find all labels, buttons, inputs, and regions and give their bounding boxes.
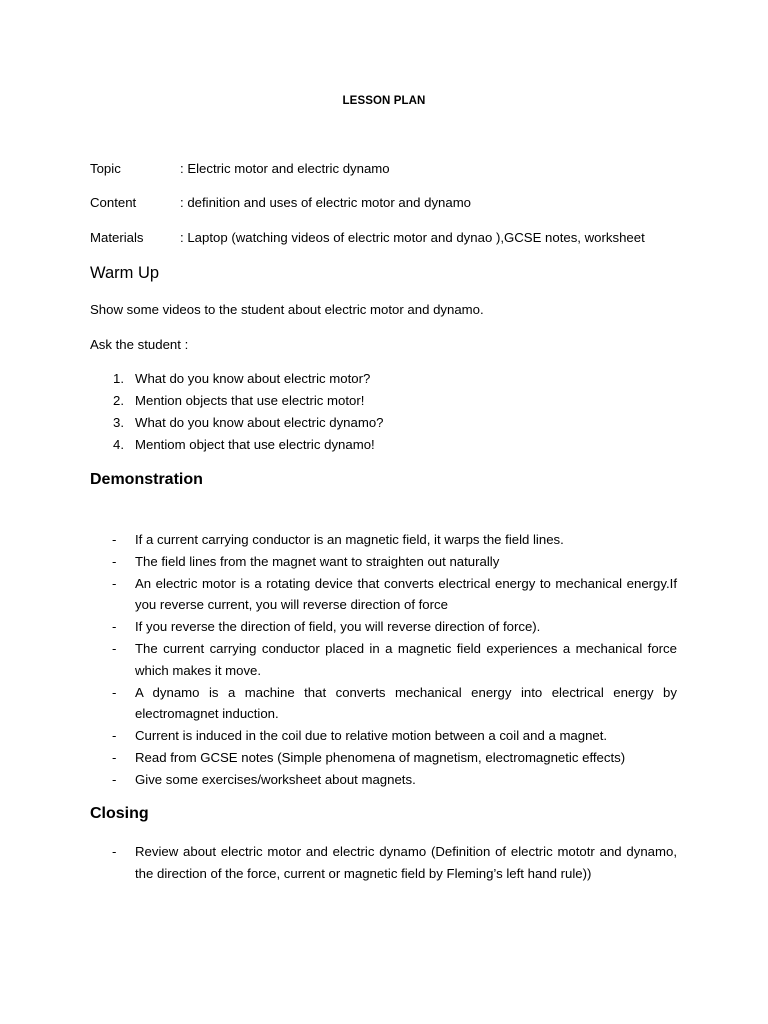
meta-value: : definition and uses of electric motor and dynamo	[180, 195, 472, 210]
demonstration-list	[90, 529, 690, 791]
list-item	[90, 747, 690, 769]
list-item	[90, 638, 690, 682]
warm-up-heading: Warm Up	[90, 264, 160, 282]
list-text: Read from GCSE notes (Simple phenomena of magnetism, electromagnetic effects)	[135, 749, 626, 765]
list-item	[90, 392, 690, 414]
list-text: What do you know about electric motor?	[135, 371, 371, 386]
demonstration-heading: Demonstration	[90, 471, 203, 488]
list-item	[90, 682, 690, 726]
list-item	[90, 370, 690, 392]
list-number: 1.	[113, 371, 124, 386]
list-number: 4.	[113, 437, 124, 452]
bullet-marker: -	[112, 619, 117, 635]
list-text: What do you know about electric dynamo?	[135, 415, 384, 430]
meta-value: : Laptop (watching videos of electric motor and dynao ),GCSE notes, worksheet	[180, 230, 645, 245]
list-text: Mentiom object that use electric dynamo!	[135, 437, 375, 452]
list-item	[90, 436, 690, 458]
bullet-marker: -	[112, 575, 117, 591]
bullet-marker: -	[112, 844, 117, 859]
bullet-marker: -	[112, 684, 117, 700]
list-text: An electric motor is a rotating device that converts electrical energy to mechanical energy.If you reverse current, you will reverse direction of force	[135, 575, 677, 613]
closing-heading: Closing	[90, 805, 149, 822]
list-text: Current is induced in the coil due to relative motion between a coil and a magnet.	[135, 728, 608, 744]
closing-list	[90, 841, 690, 885]
list-item	[90, 769, 690, 791]
meta-row-topic	[90, 160, 690, 178]
list-number: 2.	[113, 393, 124, 408]
meta-label: Topic	[90, 161, 121, 176]
list-text: If you reverse the direction of field, you will reverse direction of force).	[135, 619, 541, 635]
list-text: The field lines from the magnet want to straighten out naturally	[135, 553, 500, 569]
document-title: LESSON PLAN	[342, 95, 426, 107]
meta-row-materials	[90, 229, 690, 247]
ask-student-text: Ask the student :	[90, 337, 189, 352]
bullet-marker: -	[112, 640, 117, 656]
list-text: A dynamo is a machine that converts mechanical energy into electrical energy by electromagnet induction.	[135, 684, 677, 722]
list-text: Mention objects that use electric motor!	[135, 393, 365, 408]
list-item	[90, 414, 690, 436]
list-text: If a current carrying conductor is an magnetic field, it warps the field lines.	[135, 532, 564, 547]
bullet-marker: -	[112, 728, 117, 744]
list-text: Review about electric motor and electric dynamo (Definition of electric mototr and dynamo, the direction of the force, current or magnetic field by Fleming’s left hand rule))	[135, 844, 677, 881]
meta-row-content	[90, 194, 690, 212]
bullet-marker: -	[112, 532, 117, 547]
bullet-marker: -	[112, 553, 117, 569]
list-item	[90, 725, 690, 747]
question-list	[90, 370, 690, 458]
list-item	[90, 529, 690, 551]
meta-label: Content	[90, 195, 137, 210]
list-text: Give some exercises/worksheet about magnets.	[135, 771, 416, 787]
warm-up-intro: Show some videos to the student about electric motor and dynamo.	[90, 302, 484, 317]
list-text: The current carrying conductor placed in a magnetic field experiences a mechanical force which makes it move.	[135, 640, 677, 678]
meta-label: Materials	[90, 230, 144, 245]
list-item	[90, 551, 690, 573]
list-item	[90, 573, 690, 617]
meta-value: : Electric motor and electric dynamo	[180, 161, 390, 176]
list-number: 3.	[113, 415, 124, 430]
bullet-marker: -	[112, 749, 117, 765]
list-item	[90, 841, 690, 885]
bullet-marker: -	[112, 771, 117, 787]
list-item	[90, 616, 690, 638]
